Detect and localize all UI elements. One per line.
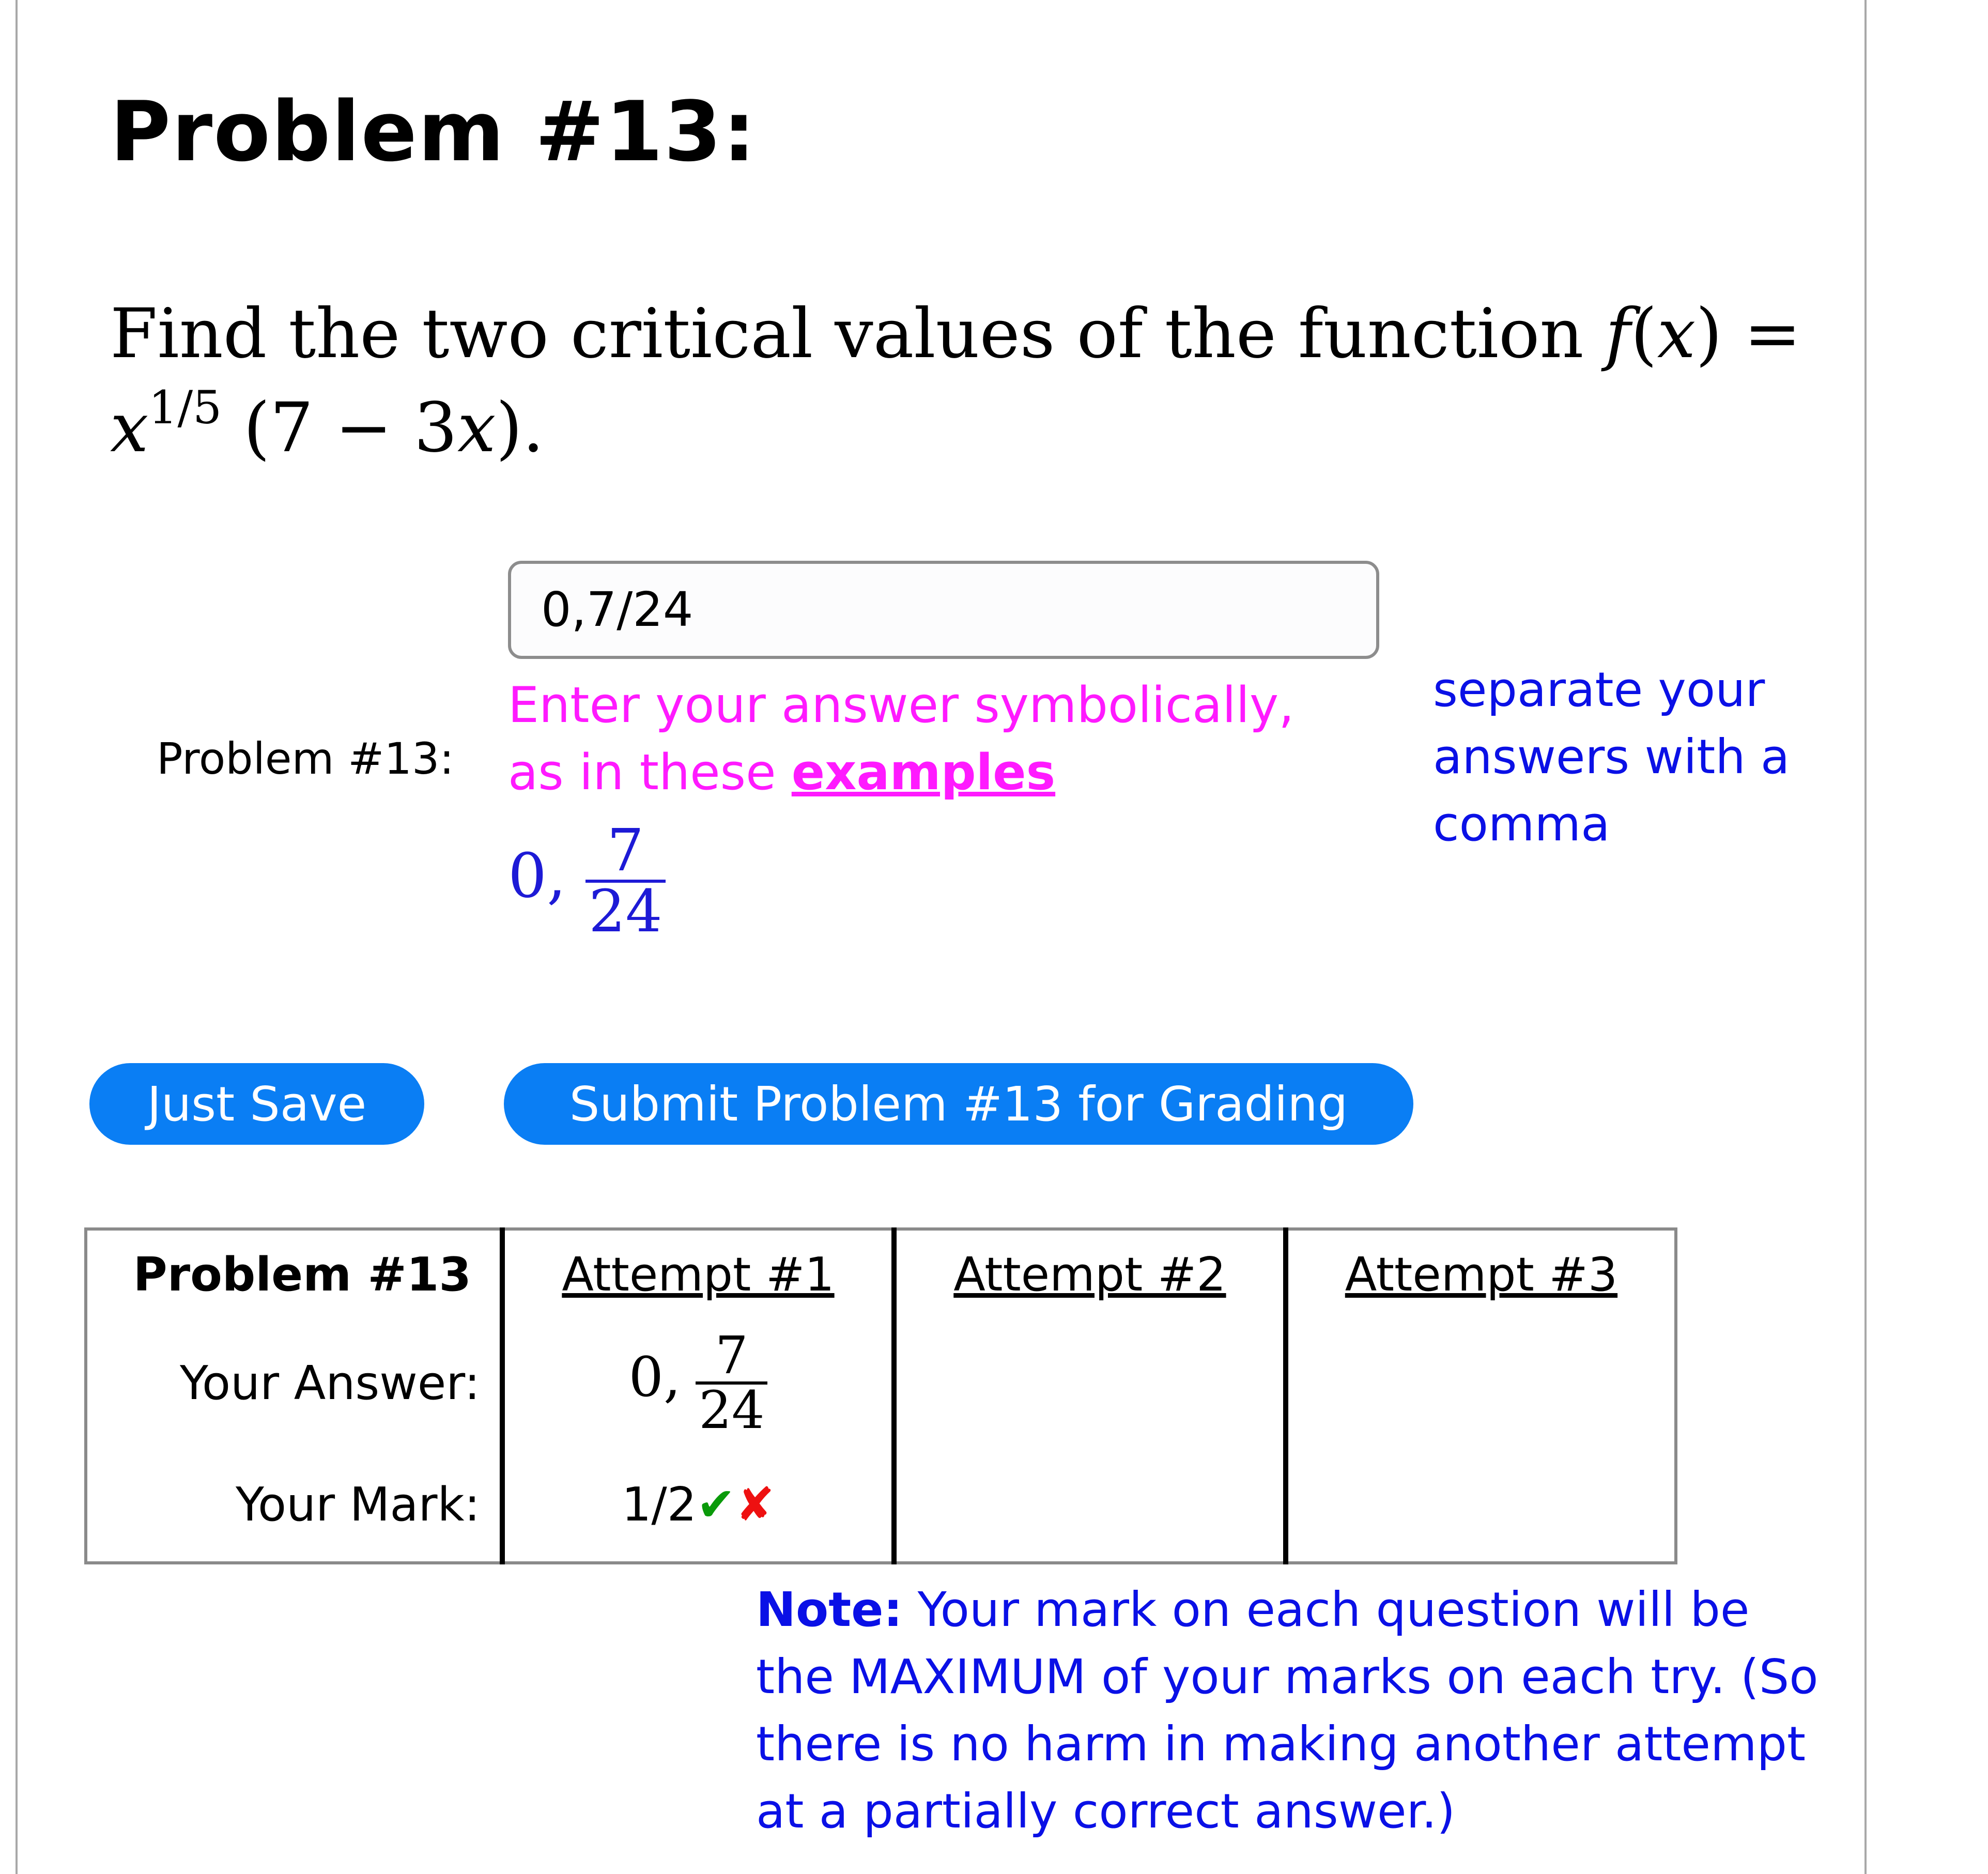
attempt-1-mark-value: 1/2 <box>622 1477 697 1532</box>
submit-button[interactable]: Submit Problem #13 for Grading <box>504 1063 1413 1145</box>
page-title: Problem #13: <box>110 83 757 180</box>
question-text: Find the two critical values of the function $f(x) = x^{1/5}$ (7 − 3x). <box>110 294 1801 468</box>
attempt-2-mark <box>894 1448 1286 1563</box>
preview-prefix: 0, <box>508 840 566 912</box>
func-arg: x <box>1657 294 1696 374</box>
answer-input[interactable]: 0,7/24 <box>508 561 1379 659</box>
preview-numerator: 7 <box>585 822 666 883</box>
attempt-3-answer <box>1286 1318 1676 1448</box>
attempt-1-answer <box>502 1318 894 1448</box>
attempt-1-fraction <box>696 1325 767 1440</box>
attempt-3-header <box>1286 1229 1676 1318</box>
func-name: f <box>1605 294 1631 374</box>
func-exponent: 1/5 <box>148 381 222 434</box>
attempt-1-mark <box>502 1448 894 1563</box>
left-border <box>16 0 18 1874</box>
just-save-button[interactable]: Just Save <box>89 1063 424 1145</box>
hint-line-1: Enter your answer symbolically, <box>508 677 1294 734</box>
note-label: Note: <box>756 1582 903 1637</box>
grading-header-row <box>86 1229 1676 1318</box>
answer-hint <box>508 672 1294 806</box>
your-answer-row <box>86 1318 1676 1448</box>
preview-denominator: 24 <box>589 878 662 945</box>
examples-link[interactable]: examples <box>791 744 1056 801</box>
attempt-1-label: Attempt #1 <box>562 1247 835 1302</box>
attempt-2-answer <box>894 1318 1286 1448</box>
func-end: ). <box>496 388 544 468</box>
hint-line-2: as in these <box>508 744 792 801</box>
attempt-1-denominator: 24 <box>699 1380 765 1440</box>
answer-problem-label: Problem #13: <box>157 733 454 784</box>
attempt-3-mark <box>1286 1448 1676 1563</box>
right-border <box>1864 0 1867 1874</box>
grading-header-problem: Problem #13 <box>133 1247 471 1302</box>
check-icon: ✔ <box>696 1477 736 1532</box>
attempt-2-label: Attempt #2 <box>953 1247 1226 1302</box>
question-intro: Find the two critical values of the function <box>110 294 1606 374</box>
func-tail-var: x <box>457 388 496 468</box>
grading-table <box>84 1227 1677 1564</box>
attempt-1-header <box>502 1229 894 1318</box>
your-answer-label: Your Answer: <box>180 1356 480 1410</box>
attempt-1-answer-prefix: 0, <box>628 1345 681 1409</box>
attempt-2-header <box>894 1229 1286 1318</box>
attempt-1-numerator: 7 <box>696 1330 767 1385</box>
func-base: x <box>110 388 149 468</box>
your-mark-row <box>86 1448 1676 1563</box>
equals-sign: = <box>1744 294 1801 374</box>
your-mark-label: Your Mark: <box>236 1477 480 1532</box>
separator-note: separate your answers with a comma <box>1433 662 1790 852</box>
attempt-3-label: Attempt #3 <box>1345 1247 1618 1302</box>
answer-preview <box>508 817 666 945</box>
func-tail: (7 − 3 <box>243 388 458 468</box>
note-text: Your mark on each question will be the MAXIMUM of your marks on each try. (So there is no harm in making another attempt at a partially correct answer.) <box>756 1582 1819 1839</box>
cross-icon: ✘ <box>735 1477 775 1532</box>
grading-note <box>756 1576 1841 1845</box>
preview-fraction <box>585 817 666 945</box>
